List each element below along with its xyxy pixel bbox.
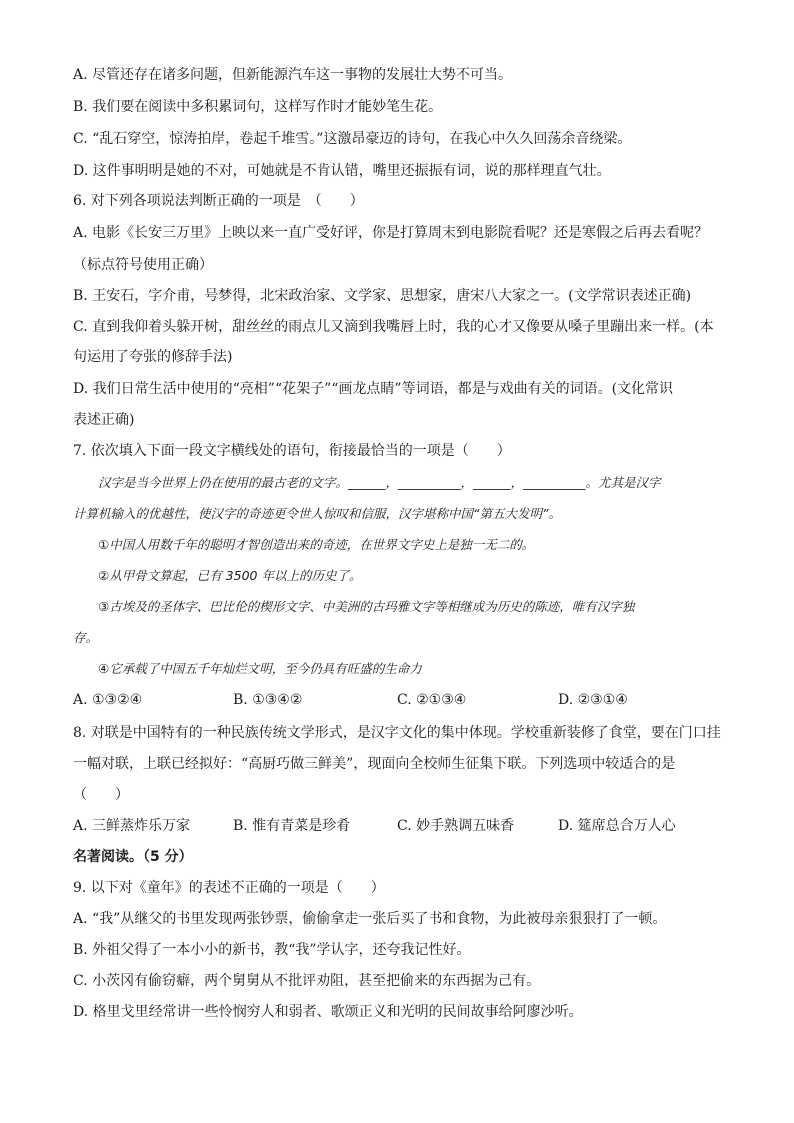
q8-answer-bracket: （ ） [73,787,129,803]
q9-option-b: B. 外祖父得了一本小小的新书，教“我”学认字，还夸我记性好。 [73,942,471,958]
q8-stem: 8. 对联是中国特有的一种民族传统文学形式，是汉字文化的集中体现。学校重新装修了食堂，要在门口挂 [73,725,721,741]
q7-option-d: D. ②③①④ [558,692,628,708]
q5-option-c: C. “乱石穿空，惊涛拍岸，卷起千堆雪。”这激昂豪迈的诗句，在我心中久久回荡余音绕梁。 [73,131,632,147]
q9-option-c: C. 小茨冈有偷窃癖，两个舅舅从不批评劝阻，甚至把偷来的东西据为己有。 [73,973,541,989]
q6-option-c: C. 直到我仰着头躲开树，甜丝丝的雨点儿又滴到我嘴唇上时，我的心才又像要从嗓子里蹦出来一样。(本 [73,319,714,335]
q8-option-c: C. 妙手熟调五味香 [397,818,515,834]
q6-option-a-note: （标点符号使用正确） [73,257,213,273]
q7-option-c: C. ②①③④ [397,692,467,708]
q7-sentence-4: ④它承载了中国五千年灿烂文明，至今仍具有旺盛的生命力 [73,661,422,676]
q8-stem-cont: 一幅对联，上联已经拟好：“高厨巧做三鲜美”，现面向全校师生征集下联。下列选项中较适合的是 [73,756,676,772]
q6-option-b: B. 王安石，字介甫，号梦得，北宋政治家、文学家、思想家，唐宋八大家之一。(文学常识表述正确) [73,288,692,304]
q8-option-d: D. 筵席总合万人心 [558,818,676,834]
q6-option-c-note: 句运用了夸张的修辞手法) [73,349,233,365]
section-heading: 名著阅读。（5 分） [73,849,193,865]
q7-option-b: B. ①③④② [233,692,303,708]
q9-option-a: A. “我”从继父的书里发现两张钞票，偷偷拿走一张后买了书和食物，为此被母亲狠狠打了一顿。 [73,911,667,927]
q7-sentence-3: ③古埃及的圣体字、巴比伦的楔形文字、中美洲的古玛雅文字等相继成为历史的陈迹，唯有汉字独 [73,599,635,614]
q9-stem: 9. 以下对《童年》的表述不正确的一项是（ ） [73,880,385,896]
q7-passage-line-2: 计算机输入的优越性，使汉字的奇迹更令世人惊叹和信服，汉字堪称中国“第五大发明”。 [73,506,561,521]
q5-option-a: A. 尽管还存在诸多问题，但新能源汽车这一事物的发展壮大势不可当。 [73,67,513,83]
q8-option-a: A. 三鲜蒸炸乐万家 [73,818,191,834]
q5-option-d: D. 这件事明明是她的不对，可她就是不肯认错，嘴里还振振有词，说的那样理直气壮。 [73,163,611,179]
q7-sentence-1: ①中国人用数千年的聪明才智创造出来的奇迹，在世界文字史上是独一无二的。 [73,537,535,552]
q7-sentence-3-cont: 存。 [73,630,99,645]
q6-option-d-note: 表述正确) [73,412,135,428]
q6-option-d: D. 我们日常生活中使用的“亮相”“花架子”“画龙点睛”等词语，都是与戏曲有关的词语。(文化常识 [73,381,674,397]
q7-stem: 7. 依次填入下面一段文字横线处的语句，衔接最恰当的一项是（ ） [73,443,511,459]
q7-option-a: A. ①③②④ [73,692,143,708]
q5-option-b: B. 我们要在阅读中多积累词句，这样写作时才能妙笔生花。 [73,99,443,115]
q7-sentence-2: ②从甲骨文算起，已有 3500 年以上的历史了。 [73,568,362,583]
q6-option-a: A. 电影《长安三万里》上映以来一直广受好评，你是打算周末到电影院看呢？还是寒假之后再去看呢？ [73,225,709,241]
q8-option-b: B. 惟有青菜是珍肴 [233,818,351,834]
q7-passage-line-1: 汉字是当今世界上仍在使用的最古老的文字。______，__________，______，__________。尤其是汉字 [73,475,661,490]
q9-option-d: D. 格里戈里经常讲一些怜悯穷人和弱者、歌颂正义和光明的民间故事给阿廖沙听。 [73,1004,583,1020]
q6-stem: 6. 对下列各项说法判断正确的一项是 （ ） [73,193,364,209]
